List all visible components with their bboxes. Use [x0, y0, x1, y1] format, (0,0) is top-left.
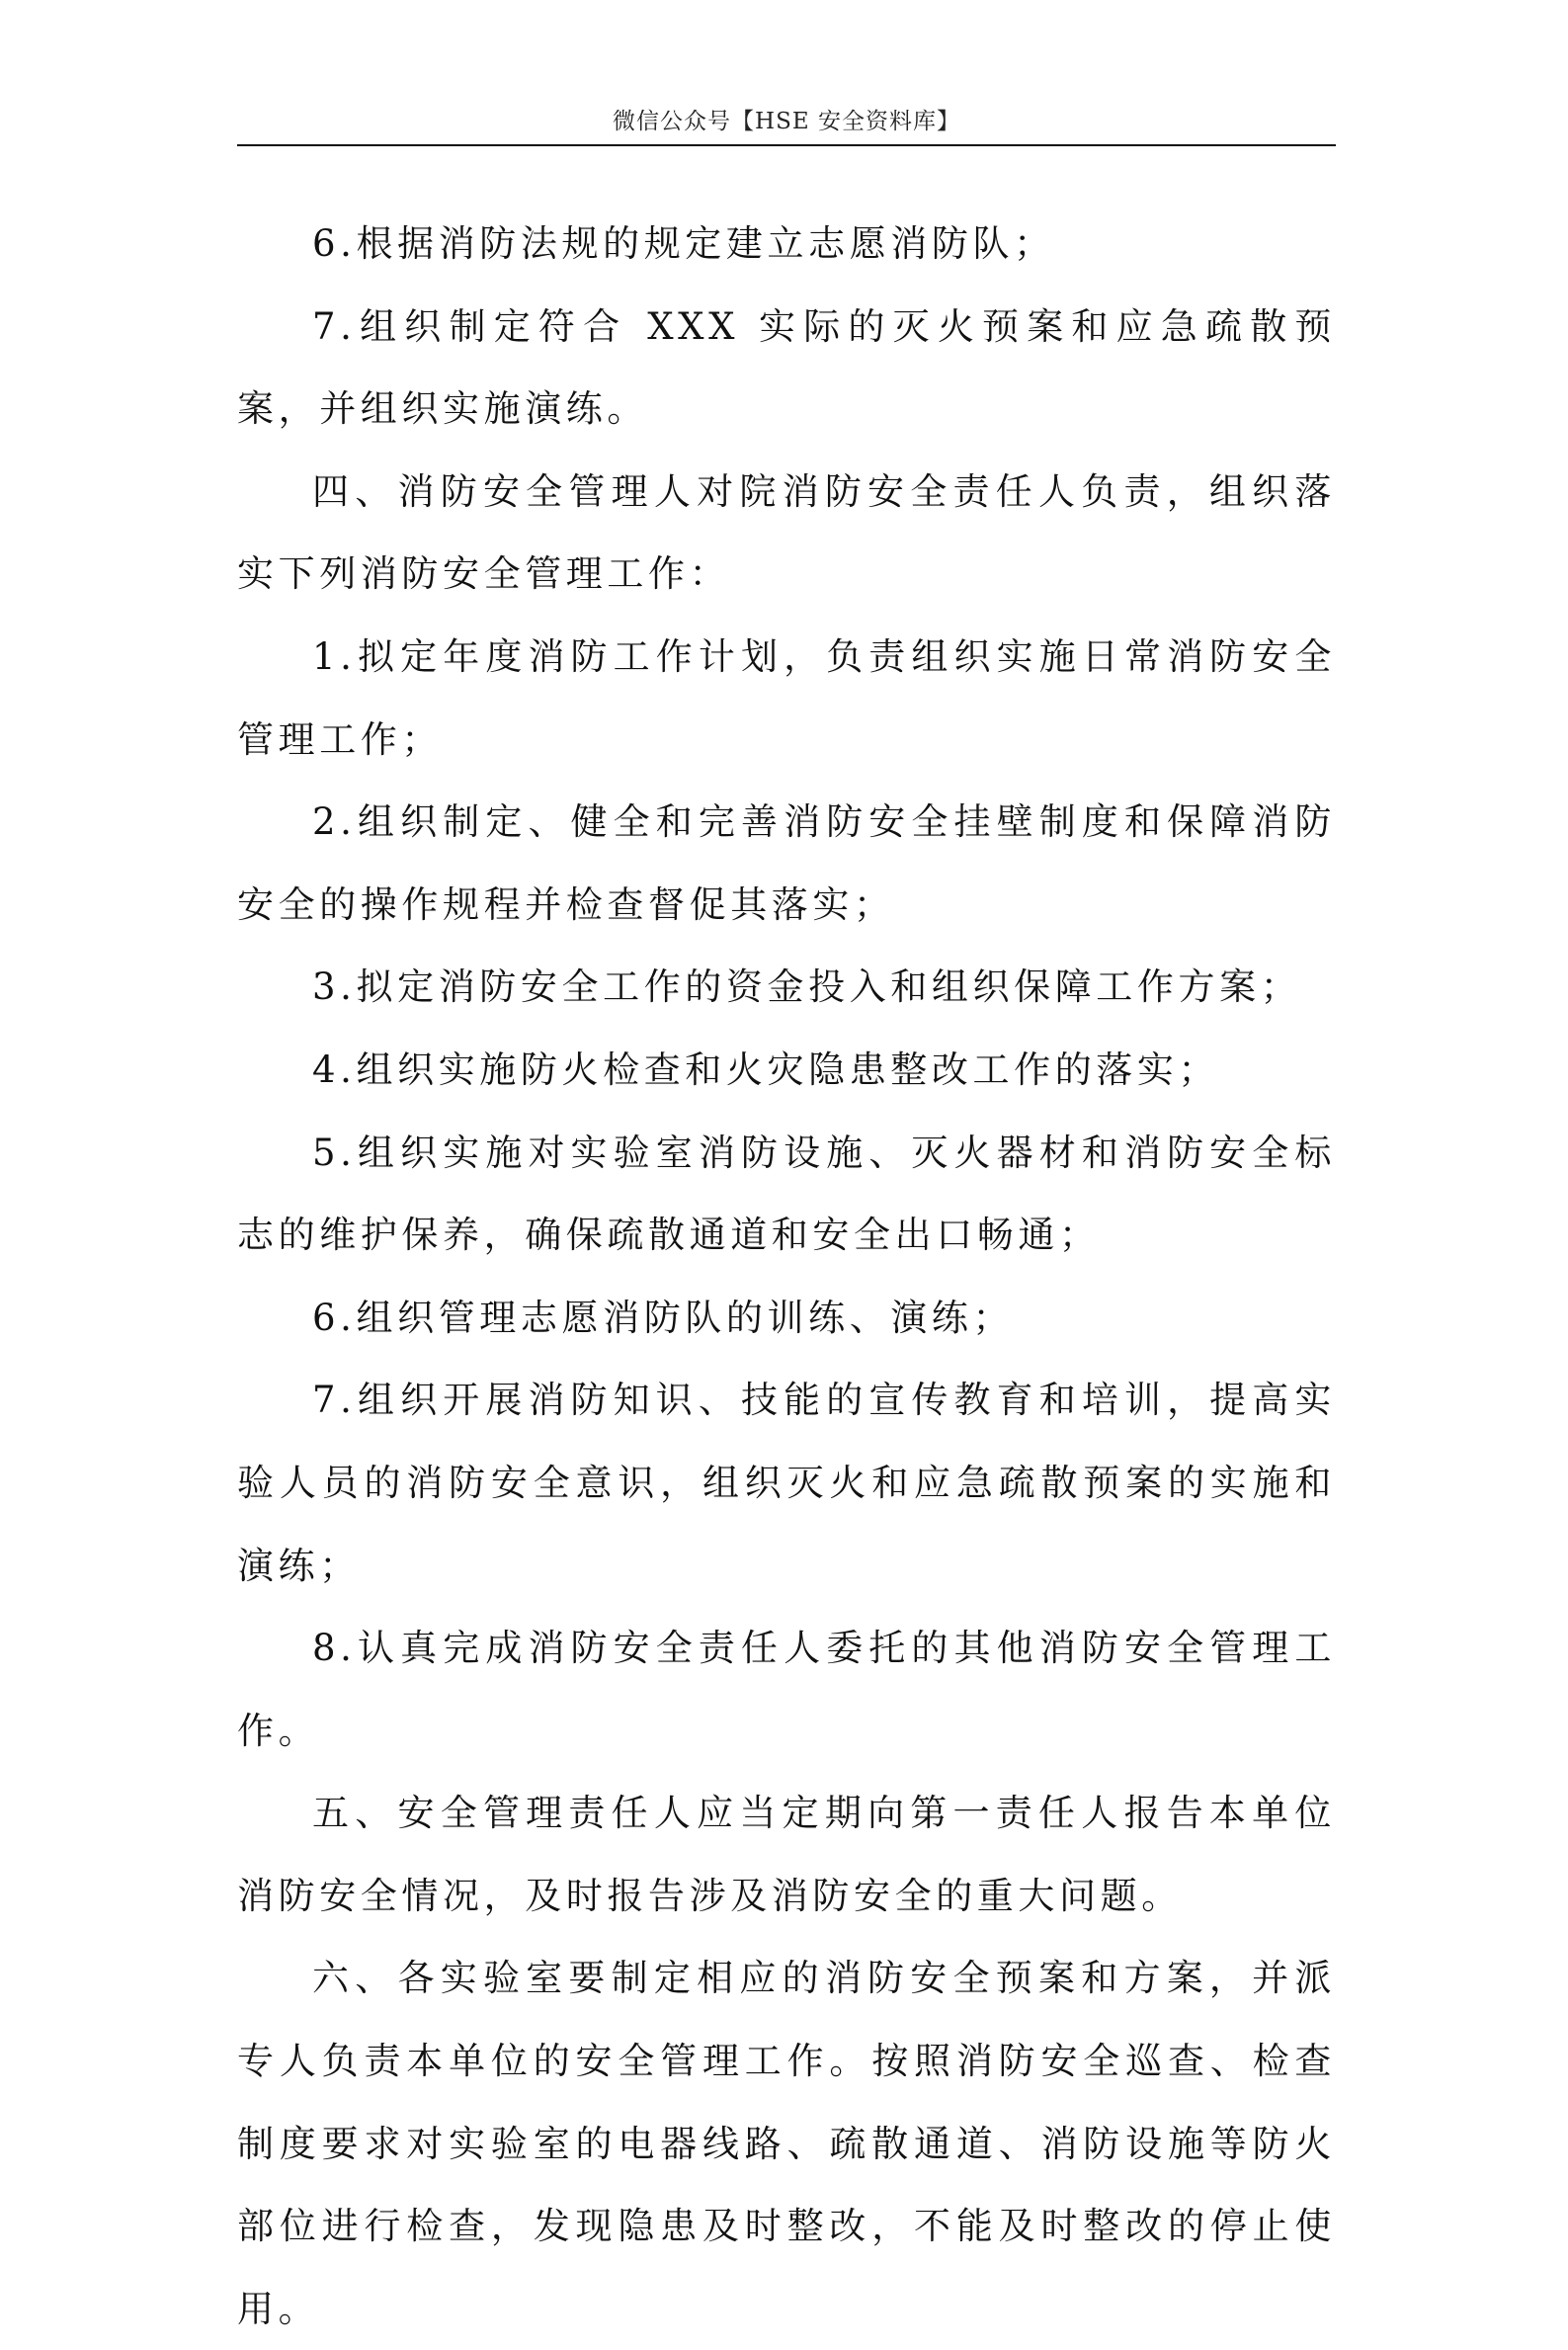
- paragraph-item-7-fire-plan: 7.组织制定符合 XXX 实际的灭火预案和应急疏散预案，并组织实施演练。: [237, 304, 1336, 431]
- paragraph-item-3-funding: 3.拟定消防安全工作的资金投入和组织保障工作方案；: [312, 965, 1302, 1009]
- document-body: [237, 203, 1336, 2350]
- header-divider: [237, 144, 1336, 146]
- paragraph-item-7-education: 7.组织开展消防知识、技能的宣传教育和培训，提高实验人员的消防安全意识，组织灭火和应急疏散预案的实施和演练；: [237, 1379, 1336, 1587]
- paragraph-item-5-maintenance: 5.组织实施对实验室消防设施、灭火器材和消防安全标志的维护保养，确保疏散通道和安全出口畅通；: [237, 1131, 1336, 1257]
- paragraph-item-2-regulations: 2.组织制定、健全和完善消防安全挂壁制度和保障消防安全的操作规程并检查督促其落实；: [237, 800, 1336, 926]
- paragraph-item-1-annual-plan: 1.拟定年度消防工作计划，负责组织实施日常消防安全管理工作；: [237, 634, 1336, 761]
- paragraph-item-6-volunteer-team: 6.根据消防法规的规定建立志愿消防队；: [312, 222, 1055, 265]
- page-header: 微信公众号【HSE 安全资料库】: [613, 109, 960, 134]
- paragraph-section-4: 四、消防安全管理人对院消防安全责任人负责，组织落实下列消防安全管理工作：: [237, 469, 1336, 596]
- paragraph-item-6-training-drills: 6.组织管理志愿消防队的训练、演练；: [312, 1296, 1015, 1339]
- paragraph-section-5: 五、安全管理责任人应当定期向第一责任人报告本单位消防安全情况，及时报告涉及消防安全的重大问题。: [237, 1792, 1336, 1917]
- paragraph-item-8-other-duties: 8.认真完成消防安全责任人委托的其他消防安全管理工作。: [237, 1627, 1336, 1752]
- paragraph-section-6: 六、各实验室要制定相应的消防安全预案和方案，并派专人负责本单位的安全管理工作。按照消防安全巡查、检查制度要求对实验室的电器线路、疏散通道、消防设施等防火部位进行检查，发现隐患及时整改，不能及时整改的停止使用。: [237, 1957, 1336, 2330]
- paragraph-item-4-inspection: 4.组织实施防火检查和火灾隐患整改工作的落实；: [312, 1048, 1220, 1091]
